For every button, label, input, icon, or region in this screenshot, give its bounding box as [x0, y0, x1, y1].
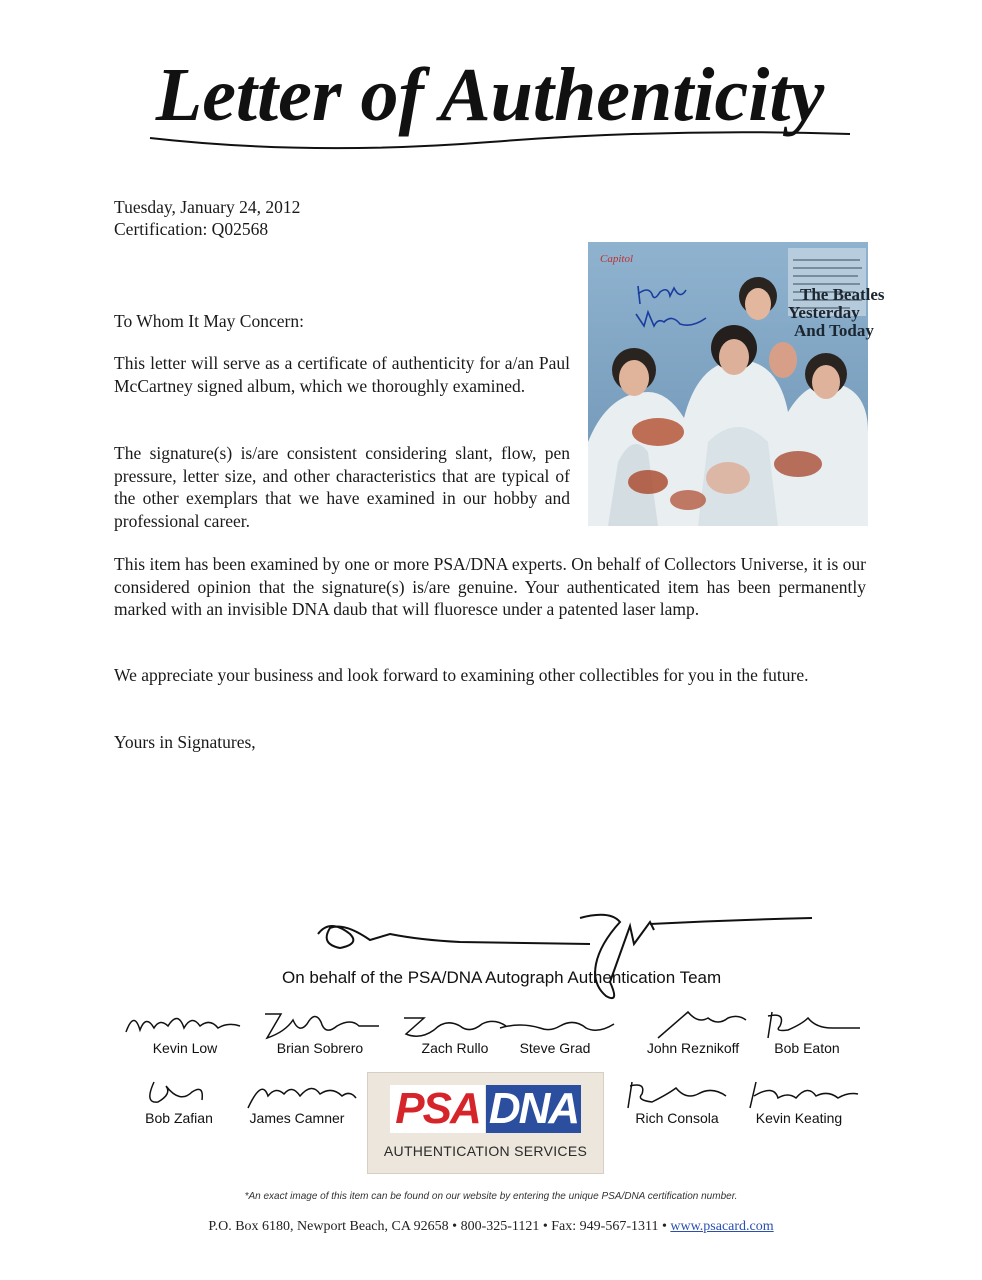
signature-james-camner: James Camner [232, 1074, 362, 1126]
signature-steve-grad: Steve Grad [490, 1004, 620, 1056]
team-line: On behalf of the PSA/DNA Autograph Authentication Team [282, 968, 722, 987]
signature-brian-sobrero: Brian Sobrero [255, 1004, 385, 1056]
paragraph-2: The signature(s) is/are consistent considering slant, flow, pen pressure, letter size, and other characteristics that are typical of the other exemplars that we have examined in our hobby and professional career. [114, 443, 570, 531]
signature-john-reznikoff: John Reznikoff [628, 1004, 758, 1056]
footer-address [0, 1219, 982, 1235]
signature-zach-rullo: Zach Rullo [390, 1004, 520, 1056]
letter-meta [114, 196, 300, 240]
signature-bob-zafian: Bob Zafian [114, 1074, 244, 1126]
website-link[interactable]: www.psacard.com [670, 1219, 774, 1234]
album-artist: The Beatles [800, 285, 885, 304]
logo-dna: DNA [486, 1085, 581, 1133]
signature-kevin-keating: Kevin Keating [734, 1074, 864, 1126]
paragraph-3: This item has been examined by one or more PSA/DNA experts. On behalf of Collectors Universe, it is our considered opinion that the signature(s) is/are genuine. Your authenticated item has been permanently marked with an invisible DNA daub that will fluoresce under a patented laser lamp. [114, 554, 866, 619]
closing: Yours in Signatures, [114, 732, 256, 752]
greeting: To Whom It May Concern: [114, 311, 304, 331]
album-title-line1: Yesterday [788, 303, 860, 322]
album-photo [588, 242, 885, 526]
team-signature [300, 904, 820, 1014]
album-title-line2: And Today [794, 321, 874, 340]
capitol-label: Capitol [600, 253, 634, 265]
logo-subtitle: AUTHENTICATION SERVICES [383, 1143, 588, 1159]
paragraph-1: This letter will serve as a certificate of authenticity for a/an Paul McCartney signed album, which we thoroughly examined. [114, 353, 570, 396]
logo-psa: PSA [390, 1085, 485, 1133]
signature-bob-eaton: Bob Eaton [742, 1004, 872, 1056]
svg-text:Letter of Authenticity: Letter of Authenticity [155, 53, 825, 137]
certification-number: Certification: Q02568 [114, 219, 269, 239]
footnote: *An exact image of this item can be found on our website by entering the unique PSA/DNA certification number. [244, 1191, 738, 1202]
address-text: P.O. Box 6180, Newport Beach, CA 92658 • 800-325-1121 • Fax: 949-567-1311 • [208, 1219, 671, 1234]
letter-date: Tuesday, January 24, 2012 [114, 197, 301, 217]
letter-title [110, 38, 870, 168]
signature-rich-consola: Rich Consola [612, 1074, 742, 1126]
psa-dna-logo [367, 1072, 604, 1174]
signature-kevin-low: Kevin Low [120, 1004, 250, 1056]
paragraph-4: We appreciate your business and look forward to examining other collectibles for you in the future. [114, 665, 809, 685]
